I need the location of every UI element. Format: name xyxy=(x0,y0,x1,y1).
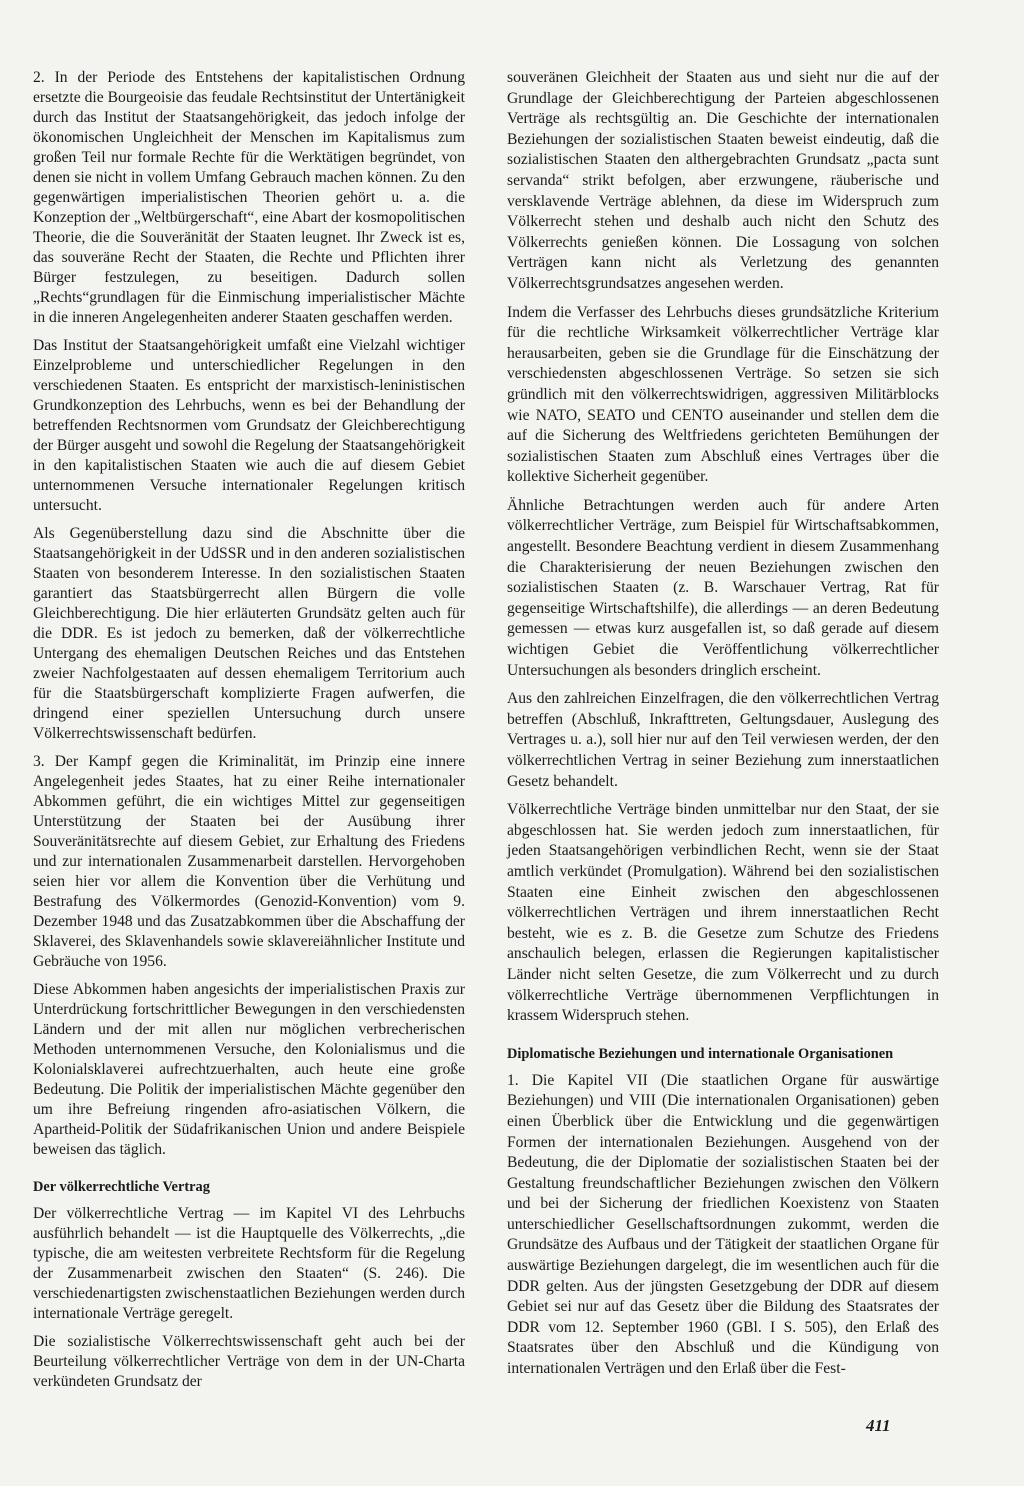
page-number: 411 xyxy=(866,1416,891,1435)
paragraph: Ähnliche Betrachtungen werden auch für andere Arten völkerrechtlicher Verträge, zum Beispiel für Wirtschaftsabkommen, angestellt. Besondere Beachtung verdient in diesem Zusammenhang die Charakterisierung der neuen Beziehungen zwischen den sozialistischen Staaten (z. B. Warschauer Vertrag, Rat für gegenseitige Wirtschaftshilfe), die allerdings — an deren Bedeutung gemessen — etwas kurz ausgefallen ist, so daß gerade auf diesem wichtigen Gebiet die Veröffentlichung völkerrechtlicher Untersuchungen als besonders dringlich erscheint. xyxy=(507,496,939,679)
left-column xyxy=(33,68,465,1400)
paragraph: Die sozialistische Völkerrechtswissenschaft geht auch bei der Beurteilung völkerrechtlicher Verträge von dem in der UN-Charta verkündeten Grundsatz der xyxy=(33,1333,465,1390)
section-heading: Der völkerrechtliche Vertrag xyxy=(33,1179,210,1195)
paragraph: Diese Abkommen haben angesichts der imperialistischen Praxis zur Unterdrückung fortschrittlicher Bewegungen in den verschiedensten Ländern und der mit allen nur möglichen verbrecherischen Methoden unternommenen Versuche, den Kolonialismus und die Kolonialsklaverei aufrechtzuerhalten, auch heute eine große Bedeutung. Die Politik der imperialistischen Mächte gegenüber den um ihre Befreiung ringenden afro-asiatischen Völkern, die Apartheid-Politik der Südafrikanischen Union und andere Beispiele beweisen das täglich. xyxy=(33,981,465,1158)
paragraph: Als Gegenüberstellung dazu sind die Abschnitte über die Staatsangehörigkeit in der UdSSR und in den anderen sozialistischen Staaten von besonderem Interesse. In den sozialistischen Staaten garantiert das Staatsbürgerrecht allen Bürgern die volle Gleichberechtigung. Die hier erläuterten Grundsätz gelten auch für die DDR. Es ist jedoch zu bemerken, daß der völkerrechtliche Untergang des ehemaligen Deutschen Reiches und das Entstehen zweier Nachfolgestaaten auf dessen ehemaligem Territorium auch für die Staatsbürgerschaft komplizierte Fragen aufwerfen, die dringend einer speziellen Untersuchung durch unsere Völkerrechtswissenschaft bedürfen. xyxy=(33,525,465,742)
paragraph: 3. Der Kampf gegen die Kriminalität, im Prinzip eine innere Angelegenheit jedes Staates, hat zu einer Reihe internationaler Abkommen geführt, die ein wichtiges Mittel zur gegenseitigen Unterstützung der Staaten bei der Ausübung ihrer Souveränitätsrechte auf diesem Gebiet, zur Erhaltung des Friedens und zur internationalen Zusammenarbeit darstellen. Hervorgehoben seien hier vor allem die Konvention über die Verhütung und Bestrafung des Völkermordes (Genozid-Konvention) vom 9. Dezember 1948 und das Zusatzabkommen über die Abschaffung der Sklaverei, des Sklavenhandels sowie sklavereiähnlicher Institute und Gebräuche von 1956. xyxy=(33,753,465,970)
paragraph: 1. Die Kapitel VII (Die staatlichen Organe für auswärtige Beziehungen) und VIII (Die internationalen Organisationen) geben einen Überblick über die Entwicklung und die gegenwärtigen Formen der internationalen Beziehungen. Ausgehend von der Bedeutung, die der Diplomatie der sozialistischen Staaten bei der Gestaltung freundschaftlicher Beziehungen zwischen den Völkern und bei der Sicherung der friedlichen Koexistenz von Staaten unterschiedlicher Gesellschaftsordnungen zukommt, werden die Grundsätze des Aufbaus und der Tätigkeit der staatlichen Organe für auswärtige Beziehungen dargelegt, die im wesentlichen auch für die DDR gelten. Aus der jüngsten Gesetzgebung der DDR auf diesem Gebiet sei nur auf das Gesetz über die Bildung des Staatsrates der DDR vom 12. September 1960 (GBl. I S. 505), den Erlaß des Staatsrates über den Abschluß und die Kündigung von internationalen Verträgen und den Erlaß über die Fest- xyxy=(507,1071,939,1378)
paragraph: Völkerrechtliche Verträge binden unmittelbar nur den Staat, der sie abgeschlossen hat. Sie werden jedoch zum innerstaatlichen, für jeden Staatsangehörigen verbindlichen Recht, wenn sie der Staat amtlich verkündet (Promulgation). Während bei den sozialistischen Staaten eine Einheit zwischen den abgeschlossenen völkerrechtlichen Verträgen und ihrem innerstaatlichen Recht besteht, wie es z. B. die Gesetze zum Schutze des Friedens anschaulich belegen, erlassen die Regierungen kapitalistischer Länder nicht selten Gesetze, die zum Völkerrecht und zu durch völkerrechtliche Verträge übernommenen Verpflichtungen in krassem Widerspruch stehen. xyxy=(507,801,939,1025)
paragraph: Das Institut der Staatsangehörigkeit umfaßt eine Vielzahl wichtiger Einzelprobleme und unterschiedlicher Regelungen in den verschiedenen Staaten. Es entspricht der marxistisch-leninistischen Grundkonzeption des Lehrbuchs, wenn es bei der Behandlung der betreffenden Rechtsnormen vom Grundsatz der Gleichberechtigung der Bürger ausgeht und sowohl die Regelung der Staatsangehörigkeit in den kapitalistischen Staaten wie auch die auf diesem Gebiet unternommenen Versuche internationaler Regelungen kritisch untersucht. xyxy=(33,337,465,514)
right-column xyxy=(507,68,939,1388)
paragraph: Aus den zahlreichen Einzelfragen, die den völkerrechtlichen Vertrag betreffen (Abschluß, Inkrafttreten, Geltungsdauer, Auslegung des Vertrages u. a.), soll hier nur auf den Teil verwiesen werden, der den völkerrechtlichen Vertrag in seiner Beziehung zum innerstaatlichen Gesetz behandelt. xyxy=(507,690,939,790)
paragraph: Indem die Verfasser des Lehrbuchs dieses grundsätzliche Kriterium für die rechtliche Wirksamkeit völkerrechtlicher Verträge klar herausarbeiten, geben sie die Grundlage für die Einschätzung der verschiedensten abgeschlossenen Verträge. So setzen sie sich gründlich mit den völkerrechtswidrigen, aggressiven Militärblocks wie NATO, SEATO und CENTO auseinander und stellen dem die auf die Sicherung des Weltfriedens gerichteten Bemühungen der sozialistischen Staaten zum Abschluß eines Vertrages über die kollektive Sicherheit gegenüber. xyxy=(507,303,939,486)
paragraph: souveränen Gleichheit der Staaten aus und sieht nur die auf der Grundlage der Gleichberechtigung der Parteien abgeschlossenen Verträge als rechtsgültig an. Die Geschichte der internationalen Beziehungen der sozialistischen Staaten beweist eindeutig, daß die sozialistischen Staaten den althergebrachten Grundsatz „pacta sunt servanda“ strikt befolgen, aber erzwungene, räuberische und versklavende Verträge ablehnen, da diese im Widerspruch zum Völkerrecht stehen und deshalb auch nicht den Schutz des Völkerrechts genießen können. Die Lossagung von solchen Verträgen kann nicht als Verletzung des genannten Völkerrechtsgrundsatzes angesehen werden. xyxy=(507,69,939,292)
paragraph: Der völkerrechtliche Vertrag — im Kapitel VI des Lehrbuchs ausführlich behandelt — ist die Hauptquelle des Völkerrechts, „die typische, die am weitesten verbreitete Rechtsform für die Regelung der Zusammenarbeit zwischen den Staaten“ (S. 246). Die verschiedenartigsten zwischenstaatlichen Beziehungen werden durch internationale Verträge geregelt. xyxy=(33,1205,465,1322)
paragraph: 2. In der Periode des Entstehens der kapitalistischen Ordnung ersetzte die Bourgeoisie das feudale Rechtsinstitut der Untertänigkeit durch das Institut der Staatsangehörigkeit, das jedoch infolge der ökonomischen Ungleichheit der Menschen im Kapitalismus zum großen Teil nur formale Rechte für die Werktätigen begründet, von denen sie nicht in vollem Umfang Gebrauch machen können. Zu den gegenwärtigen imperialistischen Theorien gehört u. a. die Konzeption der „Weltbürgerschaft“, eine Abart der kosmopolitischen Theorie, die die Souveränität der Staaten leugnet. Ihr Zweck ist es, das souveräne Recht der Staaten, die Rechte und Pflichten ihrer Bürger festzulegen, zu beseitigen. Dadurch sollen „Rechts“grundlagen für die Einmischung imperialistischer Mächte in die inneren Angelegenheiten anderer Staaten geschaffen werden. xyxy=(33,69,465,326)
section-heading: Diplomatische Beziehungen und internationale Organisationen xyxy=(507,1045,894,1062)
